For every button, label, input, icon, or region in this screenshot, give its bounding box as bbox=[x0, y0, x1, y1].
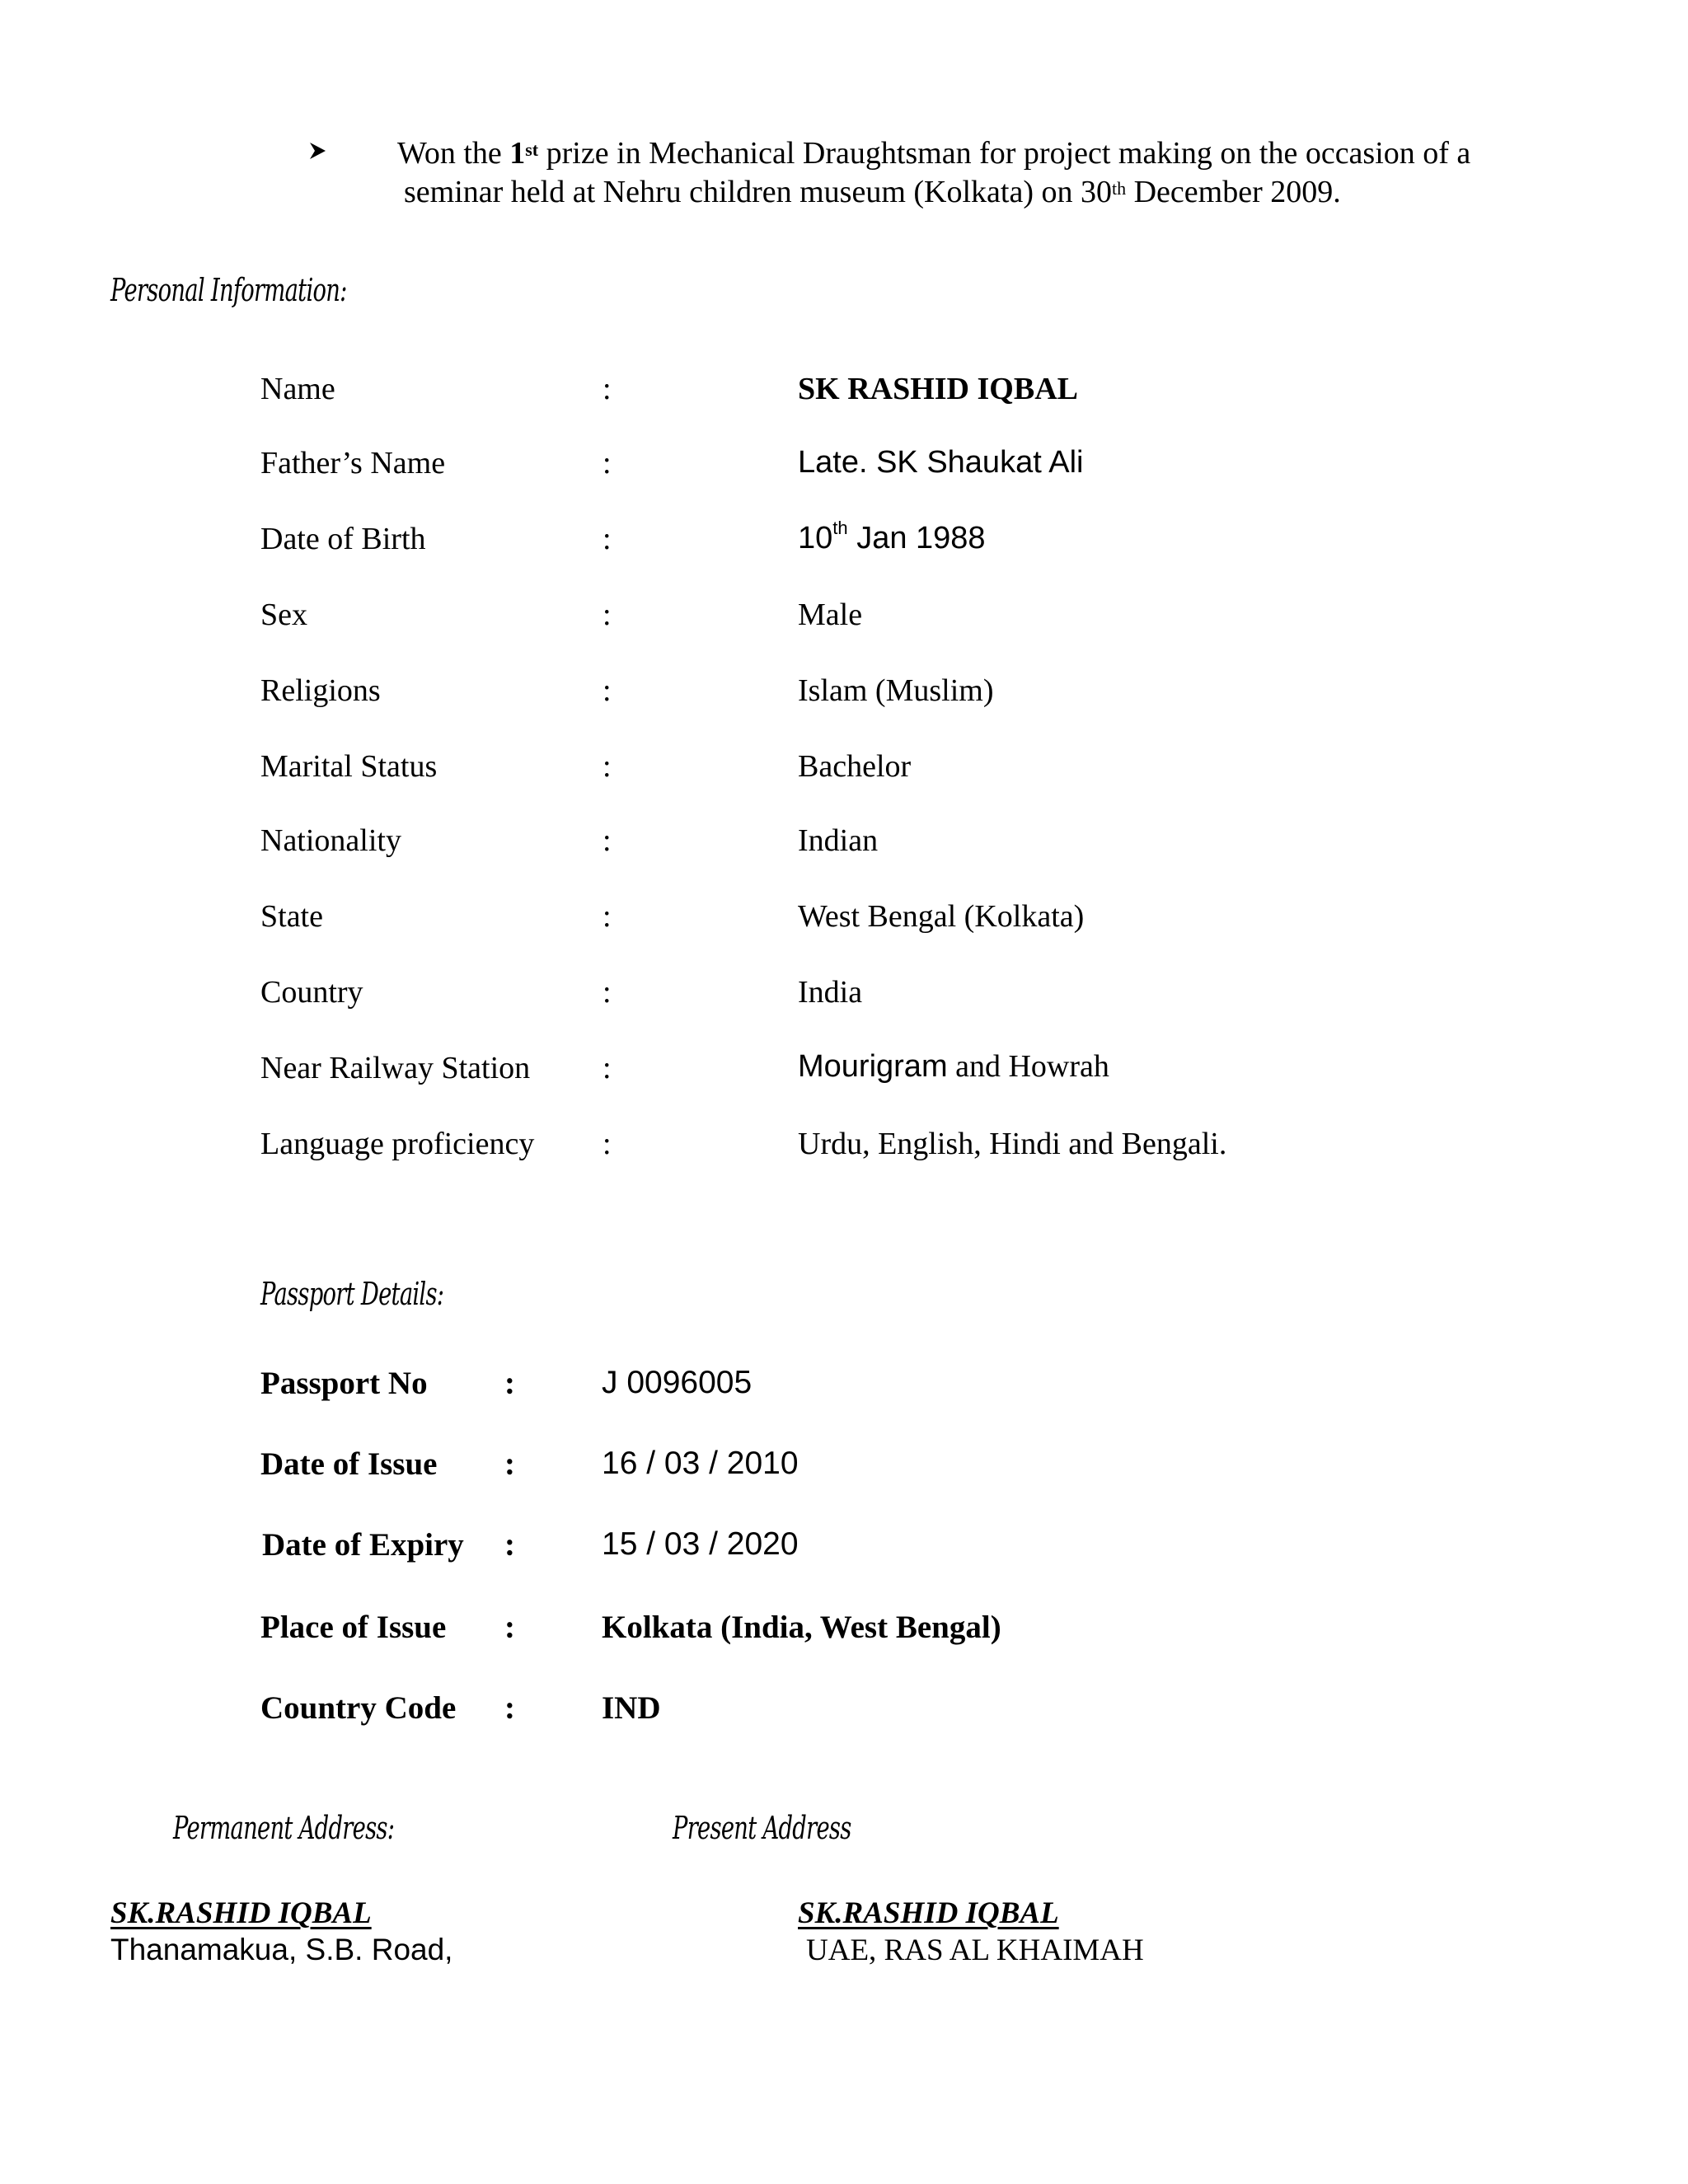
present-address-heading: Present Address bbox=[673, 1810, 851, 1846]
dob-label: Date of Birth bbox=[260, 522, 426, 556]
present-address-name: SK.RASHID IQBAL bbox=[798, 1896, 1059, 1930]
permanent-address-name: SK.RASHID IQBAL bbox=[110, 1896, 372, 1930]
country-code-value: IND bbox=[602, 1690, 661, 1726]
religion-label: Religions bbox=[260, 673, 381, 708]
present-address-line1: UAE, RAS AL KHAIMAH bbox=[806, 1933, 1144, 1967]
religion-colon: : bbox=[603, 673, 612, 708]
sex-value: Male bbox=[798, 598, 863, 632]
dob-colon: : bbox=[603, 522, 612, 556]
state-label: State bbox=[260, 899, 323, 934]
sex-label: Sex bbox=[260, 598, 307, 632]
language-label: Language proficiency bbox=[260, 1127, 535, 1161]
country-value: India bbox=[798, 975, 863, 1010]
permanent-address-line1: Thanamakua, S.B. Road, bbox=[110, 1933, 453, 1966]
father-name-label: Father’s Name bbox=[260, 446, 446, 480]
state-value: West Bengal (Kolkata) bbox=[798, 899, 1085, 934]
father-name-value: Late. SK Shaukat Ali bbox=[798, 445, 1084, 480]
country-code-colon: : bbox=[504, 1690, 515, 1726]
nationality-label: Nationality bbox=[260, 823, 401, 858]
name-value: SK RASHID IQBAL bbox=[798, 372, 1078, 406]
railway-station-value: Mourigram and Howrah bbox=[798, 1049, 1109, 1084]
name-colon: : bbox=[603, 372, 612, 406]
expiry-date-label: Date of Expiry bbox=[262, 1527, 464, 1563]
passport-no-colon: : bbox=[504, 1366, 515, 1401]
religion-value: Islam (Muslim) bbox=[798, 673, 994, 708]
passport-no-label: Passport No bbox=[260, 1366, 428, 1401]
marital-status-value: Bachelor bbox=[798, 749, 912, 784]
dob-value: 10th Jan 1988 bbox=[798, 518, 986, 555]
passport-no-value: J 0096005 bbox=[602, 1365, 753, 1400]
language-value: Urdu, English, Hindi and Bengali. bbox=[798, 1127, 1227, 1161]
personal-info-heading: Personal Information: bbox=[110, 272, 347, 308]
place-of-issue-value: Kolkata (India, West Bengal) bbox=[602, 1610, 1001, 1645]
railway-station-colon: : bbox=[603, 1051, 612, 1085]
award-line-1: Won the 1st prize in Mechanical Draughtsman for project making on the occasion of a bbox=[397, 136, 1471, 171]
issue-date-value: 16 / 03 / 2010 bbox=[602, 1446, 799, 1481]
permanent-address-heading: Permanent Address: bbox=[173, 1810, 395, 1846]
name-label: Name bbox=[260, 372, 335, 406]
place-of-issue-colon: : bbox=[504, 1610, 515, 1645]
expiry-date-colon: : bbox=[504, 1527, 515, 1563]
issue-date-colon: : bbox=[504, 1446, 515, 1482]
nationality-colon: : bbox=[603, 823, 612, 858]
award-line-2: seminar held at Nehru children museum (Kolkata) on 30th December 2009. bbox=[404, 175, 1341, 209]
father-name-colon: : bbox=[603, 446, 612, 480]
arrow-bullet-icon bbox=[308, 142, 326, 160]
country-colon: : bbox=[603, 975, 612, 1010]
passport-details-heading: Passport Details: bbox=[260, 1276, 444, 1312]
expiry-date-value: 15 / 03 / 2020 bbox=[602, 1526, 799, 1562]
sex-colon: : bbox=[603, 598, 612, 632]
state-colon: : bbox=[603, 899, 612, 934]
country-code-label: Country Code bbox=[260, 1690, 457, 1726]
language-colon: : bbox=[603, 1127, 612, 1161]
country-label: Country bbox=[260, 975, 363, 1010]
marital-status-label: Marital Status bbox=[260, 749, 438, 784]
issue-date-label: Date of Issue bbox=[260, 1446, 438, 1482]
marital-status-colon: : bbox=[603, 749, 612, 784]
nationality-value: Indian bbox=[798, 823, 879, 858]
railway-station-label: Near Railway Station bbox=[260, 1051, 531, 1085]
place-of-issue-label: Place of Issue bbox=[260, 1610, 447, 1645]
